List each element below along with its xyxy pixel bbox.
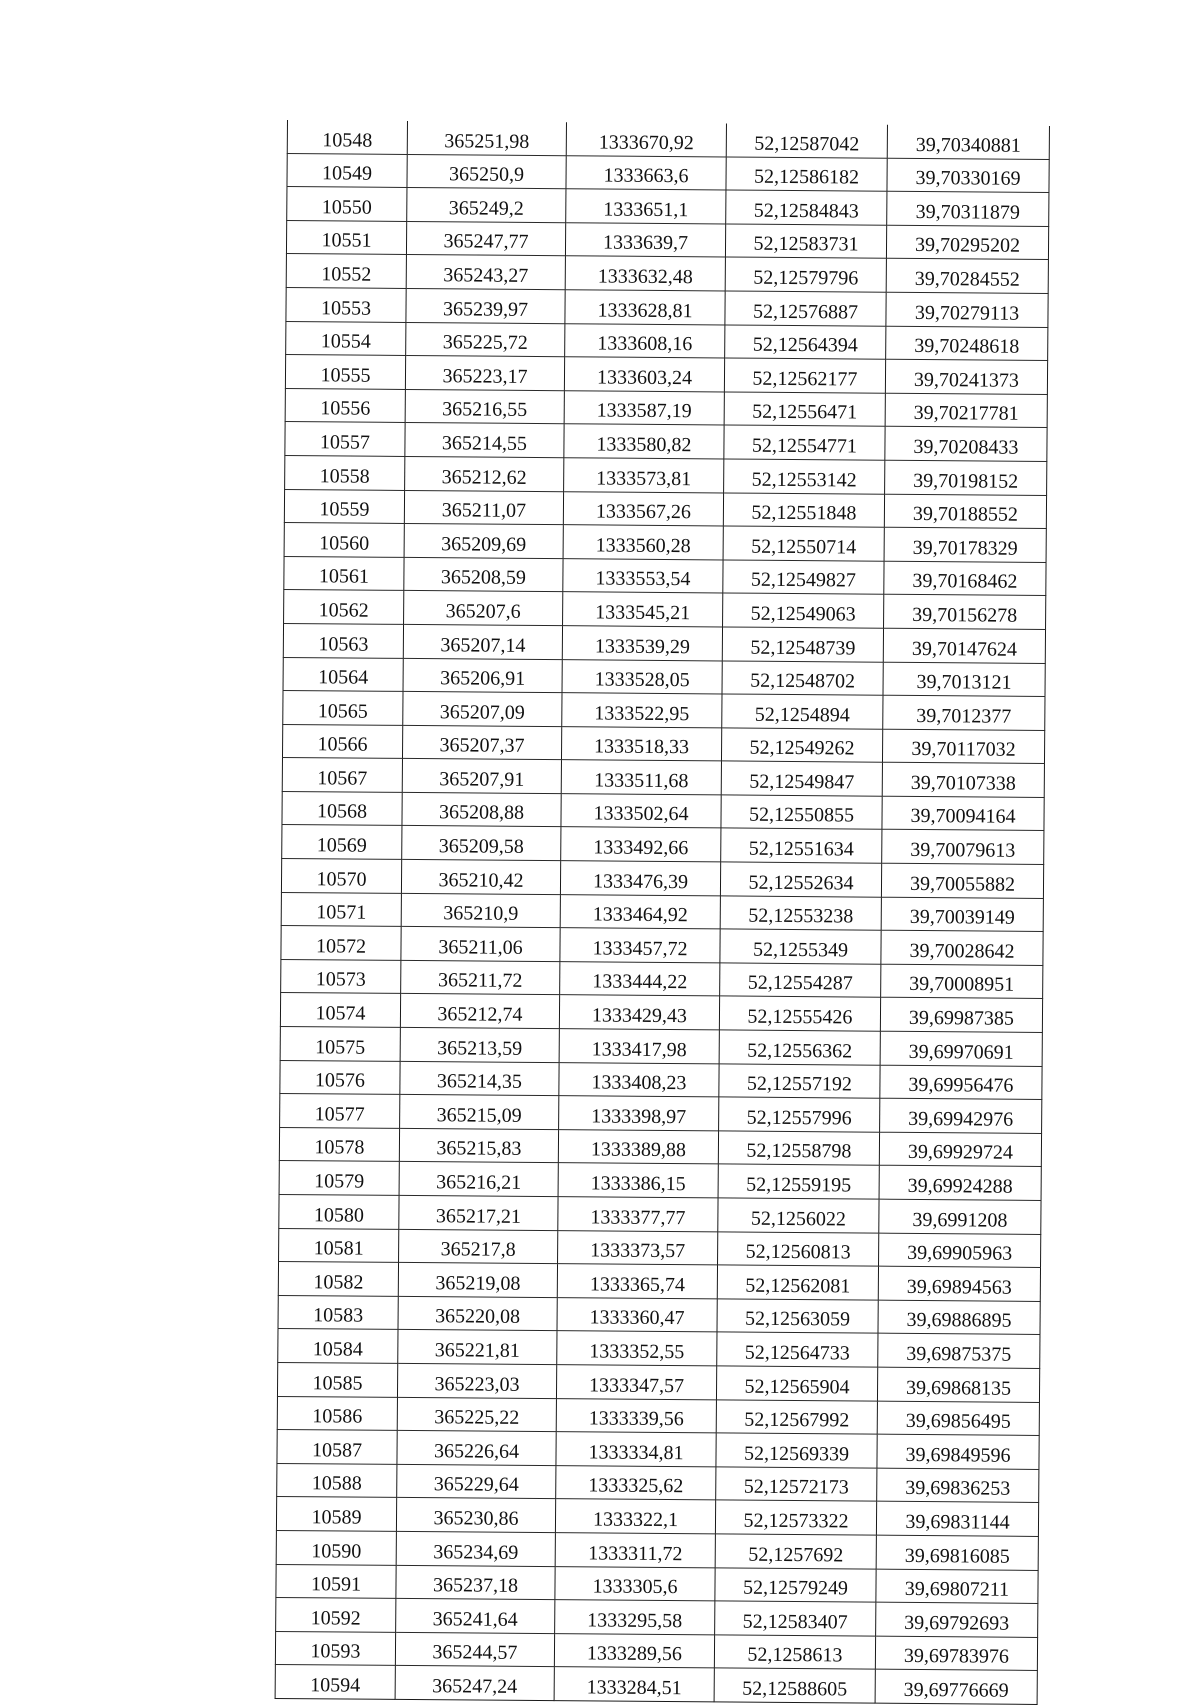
latitude-cell: 52,12550714 bbox=[723, 526, 884, 561]
y-coordinate-cell: 1333502,64 bbox=[561, 794, 721, 829]
y-coordinate-cell: 1333663,6 bbox=[566, 155, 726, 190]
point-number-cell: 10583 bbox=[278, 1295, 398, 1330]
point-number-cell: 10591 bbox=[276, 1564, 396, 1599]
x-coordinate-cell: 365208,59 bbox=[404, 557, 563, 592]
longitude-cell: 39,69924288 bbox=[879, 1166, 1041, 1201]
latitude-cell: 52,12583407 bbox=[715, 1601, 876, 1636]
y-coordinate-cell: 1333417,98 bbox=[559, 1029, 719, 1064]
longitude-cell: 39,7012377 bbox=[883, 695, 1045, 730]
point-number-cell: 10567 bbox=[282, 758, 402, 793]
x-coordinate-cell: 365215,83 bbox=[399, 1128, 558, 1163]
x-coordinate-cell: 365241,64 bbox=[396, 1599, 555, 1634]
x-coordinate-cell: 365223,17 bbox=[405, 356, 564, 391]
longitude-cell: 39,70248618 bbox=[886, 326, 1048, 361]
x-coordinate-cell: 365210,42 bbox=[401, 859, 560, 894]
x-coordinate-cell: 365207,6 bbox=[404, 591, 563, 626]
x-coordinate-cell: 365244,57 bbox=[395, 1632, 554, 1667]
x-coordinate-cell: 365209,69 bbox=[404, 524, 563, 559]
latitude-cell: 52,12567992 bbox=[716, 1399, 877, 1434]
longitude-cell: 39,70217781 bbox=[885, 393, 1047, 428]
x-coordinate-cell: 365215,09 bbox=[400, 1095, 559, 1130]
y-coordinate-cell: 1333305,6 bbox=[555, 1566, 715, 1601]
latitude-cell: 52,12562177 bbox=[724, 358, 885, 393]
longitude-cell: 39,69956476 bbox=[880, 1065, 1042, 1100]
point-number-cell: 10593 bbox=[275, 1631, 395, 1666]
longitude-cell: 39,69831144 bbox=[876, 1502, 1038, 1537]
longitude-cell: 39,70279113 bbox=[886, 292, 1048, 327]
point-number-cell: 10594 bbox=[275, 1665, 395, 1700]
point-number-cell: 10568 bbox=[282, 791, 402, 826]
y-coordinate-cell: 1333528,05 bbox=[562, 659, 722, 694]
point-number-cell: 10582 bbox=[278, 1262, 398, 1297]
point-number-cell: 10566 bbox=[282, 724, 402, 759]
x-coordinate-cell: 365247,77 bbox=[406, 221, 565, 256]
longitude-cell: 39,69942976 bbox=[880, 1098, 1042, 1133]
point-number-cell: 10562 bbox=[284, 590, 404, 625]
longitude-cell: 39,6991208 bbox=[879, 1199, 1041, 1234]
point-number-cell: 10586 bbox=[277, 1396, 397, 1431]
point-number-cell: 10571 bbox=[281, 892, 401, 927]
point-number-cell: 10573 bbox=[281, 959, 401, 994]
point-number-cell: 10587 bbox=[277, 1430, 397, 1465]
latitude-cell: 52,1254894 bbox=[722, 694, 883, 729]
x-coordinate-cell: 365213,59 bbox=[400, 1027, 559, 1062]
latitude-cell: 52,12560813 bbox=[718, 1232, 879, 1267]
y-coordinate-cell: 1333457,72 bbox=[560, 928, 720, 963]
y-coordinate-cell: 1333365,74 bbox=[557, 1264, 717, 1299]
latitude-cell: 52,12564733 bbox=[717, 1332, 878, 1367]
y-coordinate-cell: 1333587,19 bbox=[564, 390, 724, 425]
longitude-cell: 39,69987385 bbox=[880, 998, 1042, 1033]
x-coordinate-cell: 365212,74 bbox=[400, 994, 559, 1029]
y-coordinate-cell: 1333347,57 bbox=[556, 1365, 716, 1400]
y-coordinate-cell: 1333560,28 bbox=[563, 525, 723, 560]
x-coordinate-cell: 365220,08 bbox=[398, 1296, 557, 1331]
y-coordinate-cell: 1333322,1 bbox=[555, 1499, 715, 1534]
longitude-cell: 39,69776669 bbox=[875, 1669, 1037, 1704]
y-coordinate-cell: 1333632,48 bbox=[565, 256, 725, 291]
point-number-cell: 10556 bbox=[285, 388, 405, 423]
latitude-cell: 52,12558798 bbox=[718, 1131, 879, 1166]
longitude-cell: 39,70079613 bbox=[882, 830, 1044, 865]
latitude-cell: 52,12549827 bbox=[723, 560, 884, 595]
longitude-cell: 39,69886895 bbox=[878, 1300, 1040, 1335]
point-number-cell: 10560 bbox=[284, 523, 404, 558]
point-number-cell: 10588 bbox=[277, 1463, 397, 1498]
latitude-cell: 52,12553238 bbox=[720, 896, 881, 931]
longitude-cell: 39,69849596 bbox=[877, 1434, 1039, 1469]
x-coordinate-cell: 365247,24 bbox=[395, 1666, 554, 1701]
latitude-cell: 52,12559195 bbox=[718, 1164, 879, 1199]
x-coordinate-cell: 365219,08 bbox=[398, 1263, 557, 1298]
point-number-cell: 10565 bbox=[283, 691, 403, 726]
longitude-cell: 39,69783976 bbox=[875, 1636, 1037, 1671]
latitude-cell: 52,12557192 bbox=[719, 1064, 880, 1099]
point-number-cell: 10548 bbox=[287, 120, 407, 154]
y-coordinate-cell: 1333464,92 bbox=[560, 894, 720, 929]
y-coordinate-cell: 1333492,66 bbox=[561, 827, 721, 862]
point-number-cell: 10553 bbox=[286, 287, 406, 322]
point-number-cell: 10580 bbox=[279, 1194, 399, 1229]
x-coordinate-cell: 365221,81 bbox=[398, 1330, 557, 1365]
latitude-cell: 52,1256022 bbox=[718, 1198, 879, 1233]
longitude-cell: 39,69836253 bbox=[877, 1468, 1039, 1503]
latitude-cell: 52,12551634 bbox=[721, 828, 882, 863]
longitude-cell: 39,70178329 bbox=[884, 527, 1046, 562]
y-coordinate-cell: 1333352,55 bbox=[557, 1331, 717, 1366]
longitude-cell: 39,70198152 bbox=[885, 460, 1047, 495]
x-coordinate-cell: 365207,37 bbox=[402, 725, 561, 760]
longitude-cell: 39,7013121 bbox=[883, 662, 1045, 697]
longitude-cell: 39,69816085 bbox=[876, 1535, 1038, 1570]
y-coordinate-cell: 1333398,97 bbox=[559, 1096, 719, 1131]
latitude-cell: 52,1257692 bbox=[715, 1534, 876, 1569]
x-coordinate-cell: 365207,09 bbox=[403, 692, 562, 727]
longitude-cell: 39,69929724 bbox=[879, 1132, 1041, 1167]
y-coordinate-cell: 1333608,16 bbox=[565, 323, 725, 358]
x-coordinate-cell: 365206,91 bbox=[403, 658, 562, 693]
longitude-cell: 39,70008951 bbox=[881, 964, 1043, 999]
latitude-cell: 52,12565904 bbox=[716, 1366, 877, 1401]
longitude-cell: 39,70094164 bbox=[882, 796, 1044, 831]
y-coordinate-cell: 1333522,95 bbox=[562, 693, 722, 728]
y-coordinate-cell: 1333429,43 bbox=[559, 995, 719, 1030]
x-coordinate-cell: 365229,64 bbox=[397, 1464, 556, 1499]
y-coordinate-cell: 1333539,29 bbox=[562, 626, 722, 661]
x-coordinate-cell: 365210,9 bbox=[401, 893, 560, 928]
latitude-cell: 52,12587042 bbox=[726, 123, 887, 157]
y-coordinate-cell: 1333339,56 bbox=[556, 1398, 716, 1433]
x-coordinate-cell: 365216,55 bbox=[405, 389, 564, 424]
point-number-cell: 10575 bbox=[280, 1027, 400, 1062]
latitude-cell: 52,12548702 bbox=[722, 660, 883, 695]
point-number-cell: 10570 bbox=[281, 859, 401, 894]
latitude-cell: 52,12586182 bbox=[726, 157, 887, 192]
point-number-cell: 10550 bbox=[287, 187, 407, 222]
y-coordinate-cell: 1333511,68 bbox=[561, 760, 721, 795]
point-number-cell: 10584 bbox=[278, 1329, 398, 1364]
point-number-cell: 10555 bbox=[285, 355, 405, 390]
coordinates-table-body bbox=[275, 120, 1049, 1704]
y-coordinate-cell: 1333603,24 bbox=[564, 357, 724, 392]
point-number-cell: 10558 bbox=[285, 455, 405, 490]
coordinates-table bbox=[275, 120, 1050, 1705]
latitude-cell: 52,12584843 bbox=[726, 190, 887, 225]
point-number-cell: 10569 bbox=[282, 825, 402, 860]
point-number-cell: 10581 bbox=[279, 1228, 399, 1263]
latitude-cell: 52,12551848 bbox=[723, 492, 884, 527]
y-coordinate-cell: 1333639,7 bbox=[565, 222, 725, 257]
x-coordinate-cell: 365225,72 bbox=[406, 322, 565, 357]
point-number-cell: 10572 bbox=[281, 926, 401, 961]
x-coordinate-cell: 365211,72 bbox=[401, 960, 560, 995]
latitude-cell: 52,12554287 bbox=[720, 963, 881, 998]
x-coordinate-cell: 365250,9 bbox=[407, 154, 566, 189]
y-coordinate-cell: 1333284,51 bbox=[554, 1667, 714, 1702]
latitude-cell: 52,12576887 bbox=[725, 291, 886, 326]
x-coordinate-cell: 365225,22 bbox=[397, 1397, 556, 1432]
latitude-cell: 52,12572173 bbox=[716, 1467, 877, 1502]
latitude-cell: 52,12548739 bbox=[722, 627, 883, 662]
longitude-cell: 39,69875375 bbox=[878, 1334, 1040, 1369]
x-coordinate-cell: 365217,8 bbox=[399, 1229, 558, 1264]
x-coordinate-cell: 365214,55 bbox=[405, 423, 564, 458]
point-number-cell: 10574 bbox=[280, 993, 400, 1028]
longitude-cell: 39,70208433 bbox=[885, 427, 1047, 462]
y-coordinate-cell: 1333628,81 bbox=[565, 290, 725, 325]
latitude-cell: 52,12556362 bbox=[719, 1030, 880, 1065]
latitude-cell: 52,12557996 bbox=[719, 1097, 880, 1132]
y-coordinate-cell: 1333545,21 bbox=[563, 592, 723, 627]
table-row bbox=[275, 1665, 1037, 1705]
point-number-cell: 10559 bbox=[284, 489, 404, 524]
longitude-cell: 39,70340881 bbox=[887, 125, 1049, 159]
x-coordinate-cell: 365211,06 bbox=[401, 927, 560, 962]
y-coordinate-cell: 1333573,81 bbox=[564, 458, 724, 493]
latitude-cell: 52,12555426 bbox=[719, 996, 880, 1031]
latitude-cell: 52,12549847 bbox=[721, 761, 882, 796]
longitude-cell: 39,69970691 bbox=[880, 1031, 1042, 1066]
latitude-cell: 52,12556471 bbox=[724, 392, 885, 427]
point-number-cell: 10551 bbox=[286, 220, 406, 255]
point-number-cell: 10590 bbox=[276, 1530, 396, 1565]
y-coordinate-cell: 1333408,23 bbox=[559, 1062, 719, 1097]
longitude-cell: 39,70147624 bbox=[883, 628, 1045, 663]
longitude-cell: 39,69905963 bbox=[879, 1233, 1041, 1268]
latitude-cell: 52,12579796 bbox=[725, 257, 886, 292]
latitude-cell: 52,12569339 bbox=[716, 1433, 877, 1468]
y-coordinate-cell: 1333377,77 bbox=[558, 1197, 718, 1232]
latitude-cell: 52,12564394 bbox=[725, 325, 886, 360]
x-coordinate-cell: 365217,21 bbox=[399, 1195, 558, 1230]
latitude-cell: 52,12573322 bbox=[715, 1500, 876, 1535]
latitude-cell: 52,12562081 bbox=[717, 1265, 878, 1300]
x-coordinate-cell: 365223,03 bbox=[397, 1363, 556, 1398]
y-coordinate-cell: 1333389,88 bbox=[558, 1129, 718, 1164]
longitude-cell: 39,70107338 bbox=[882, 762, 1044, 797]
x-coordinate-cell: 365237,18 bbox=[396, 1565, 555, 1600]
point-number-cell: 10563 bbox=[283, 623, 403, 658]
point-number-cell: 10589 bbox=[276, 1497, 396, 1532]
y-coordinate-cell: 1333553,54 bbox=[563, 558, 723, 593]
y-coordinate-cell: 1333386,15 bbox=[558, 1163, 718, 1198]
longitude-cell: 39,70311879 bbox=[887, 191, 1049, 226]
y-coordinate-cell: 1333580,82 bbox=[564, 424, 724, 459]
x-coordinate-cell: 365239,97 bbox=[406, 288, 565, 323]
x-coordinate-cell: 365212,62 bbox=[405, 456, 564, 491]
longitude-cell: 39,70117032 bbox=[882, 729, 1044, 764]
longitude-cell: 39,70039149 bbox=[881, 897, 1043, 932]
longitude-cell: 39,69792693 bbox=[876, 1602, 1038, 1637]
latitude-cell: 52,12563059 bbox=[717, 1299, 878, 1334]
longitude-cell: 39,70028642 bbox=[881, 930, 1043, 965]
point-number-cell: 10561 bbox=[284, 556, 404, 591]
x-coordinate-cell: 365207,14 bbox=[403, 624, 562, 659]
y-coordinate-cell: 1333295,58 bbox=[555, 1600, 715, 1635]
longitude-cell: 39,70168462 bbox=[884, 561, 1046, 596]
y-coordinate-cell: 1333444,22 bbox=[560, 962, 720, 997]
point-number-cell: 10576 bbox=[280, 1060, 400, 1095]
point-number-cell: 10552 bbox=[286, 254, 406, 289]
latitude-cell: 52,12552634 bbox=[720, 862, 881, 897]
x-coordinate-cell: 365234,69 bbox=[396, 1531, 555, 1566]
x-coordinate-cell: 365211,07 bbox=[404, 490, 563, 525]
y-coordinate-cell: 1333476,39 bbox=[560, 861, 720, 896]
x-coordinate-cell: 365251,98 bbox=[407, 121, 566, 155]
x-coordinate-cell: 365208,88 bbox=[402, 792, 561, 827]
y-coordinate-cell: 1333670,92 bbox=[566, 122, 726, 156]
latitude-cell: 52,12550855 bbox=[721, 795, 882, 830]
x-coordinate-cell: 365216,21 bbox=[399, 1162, 558, 1197]
longitude-cell: 39,70188552 bbox=[884, 494, 1046, 529]
latitude-cell: 52,12549063 bbox=[723, 593, 884, 628]
y-coordinate-cell: 1333334,81 bbox=[556, 1432, 716, 1467]
longitude-cell: 39,70330169 bbox=[887, 158, 1049, 193]
y-coordinate-cell: 1333567,26 bbox=[563, 491, 723, 526]
point-number-cell: 10557 bbox=[285, 422, 405, 457]
y-coordinate-cell: 1333373,57 bbox=[558, 1230, 718, 1265]
longitude-cell: 39,70284552 bbox=[886, 259, 1048, 294]
longitude-cell: 39,70295202 bbox=[886, 225, 1048, 260]
latitude-cell: 52,12549262 bbox=[721, 728, 882, 763]
y-coordinate-cell: 1333518,33 bbox=[561, 726, 721, 761]
longitude-cell: 39,69894563 bbox=[878, 1266, 1040, 1301]
latitude-cell: 52,12554771 bbox=[724, 425, 885, 460]
y-coordinate-cell: 1333325,62 bbox=[556, 1465, 716, 1500]
point-number-cell: 10585 bbox=[277, 1362, 397, 1397]
point-number-cell: 10592 bbox=[276, 1598, 396, 1633]
point-number-cell: 10564 bbox=[283, 657, 403, 692]
x-coordinate-cell: 365243,27 bbox=[406, 255, 565, 290]
point-number-cell: 10554 bbox=[286, 321, 406, 356]
point-number-cell: 10577 bbox=[280, 1094, 400, 1129]
longitude-cell: 39,69807211 bbox=[876, 1569, 1038, 1604]
y-coordinate-cell: 1333289,56 bbox=[554, 1633, 714, 1668]
y-coordinate-cell: 1333651,1 bbox=[566, 189, 726, 224]
latitude-cell: 52,1255349 bbox=[720, 929, 881, 964]
latitude-cell: 52,12579249 bbox=[715, 1567, 876, 1602]
y-coordinate-cell: 1333311,72 bbox=[555, 1533, 715, 1568]
x-coordinate-cell: 365230,86 bbox=[396, 1498, 555, 1533]
latitude-cell: 52,12583731 bbox=[725, 224, 886, 259]
longitude-cell: 39,69856495 bbox=[877, 1401, 1039, 1436]
x-coordinate-cell: 365249,2 bbox=[407, 188, 566, 223]
point-number-cell: 10578 bbox=[279, 1127, 399, 1162]
x-coordinate-cell: 365214,35 bbox=[400, 1061, 559, 1096]
longitude-cell: 39,69868135 bbox=[877, 1367, 1039, 1402]
x-coordinate-cell: 365209,58 bbox=[402, 826, 561, 861]
latitude-cell: 52,12588605 bbox=[714, 1668, 875, 1703]
latitude-cell: 52,1258613 bbox=[714, 1635, 875, 1670]
x-coordinate-cell: 365207,91 bbox=[402, 759, 561, 794]
point-number-cell: 10579 bbox=[279, 1161, 399, 1196]
x-coordinate-cell: 365226,64 bbox=[397, 1431, 556, 1466]
longitude-cell: 39,70055882 bbox=[881, 863, 1043, 898]
longitude-cell: 39,70156278 bbox=[884, 595, 1046, 630]
y-coordinate-cell: 1333360,47 bbox=[557, 1297, 717, 1332]
point-number-cell: 10549 bbox=[287, 153, 407, 188]
longitude-cell: 39,70241373 bbox=[885, 359, 1047, 394]
latitude-cell: 52,12553142 bbox=[724, 459, 885, 494]
